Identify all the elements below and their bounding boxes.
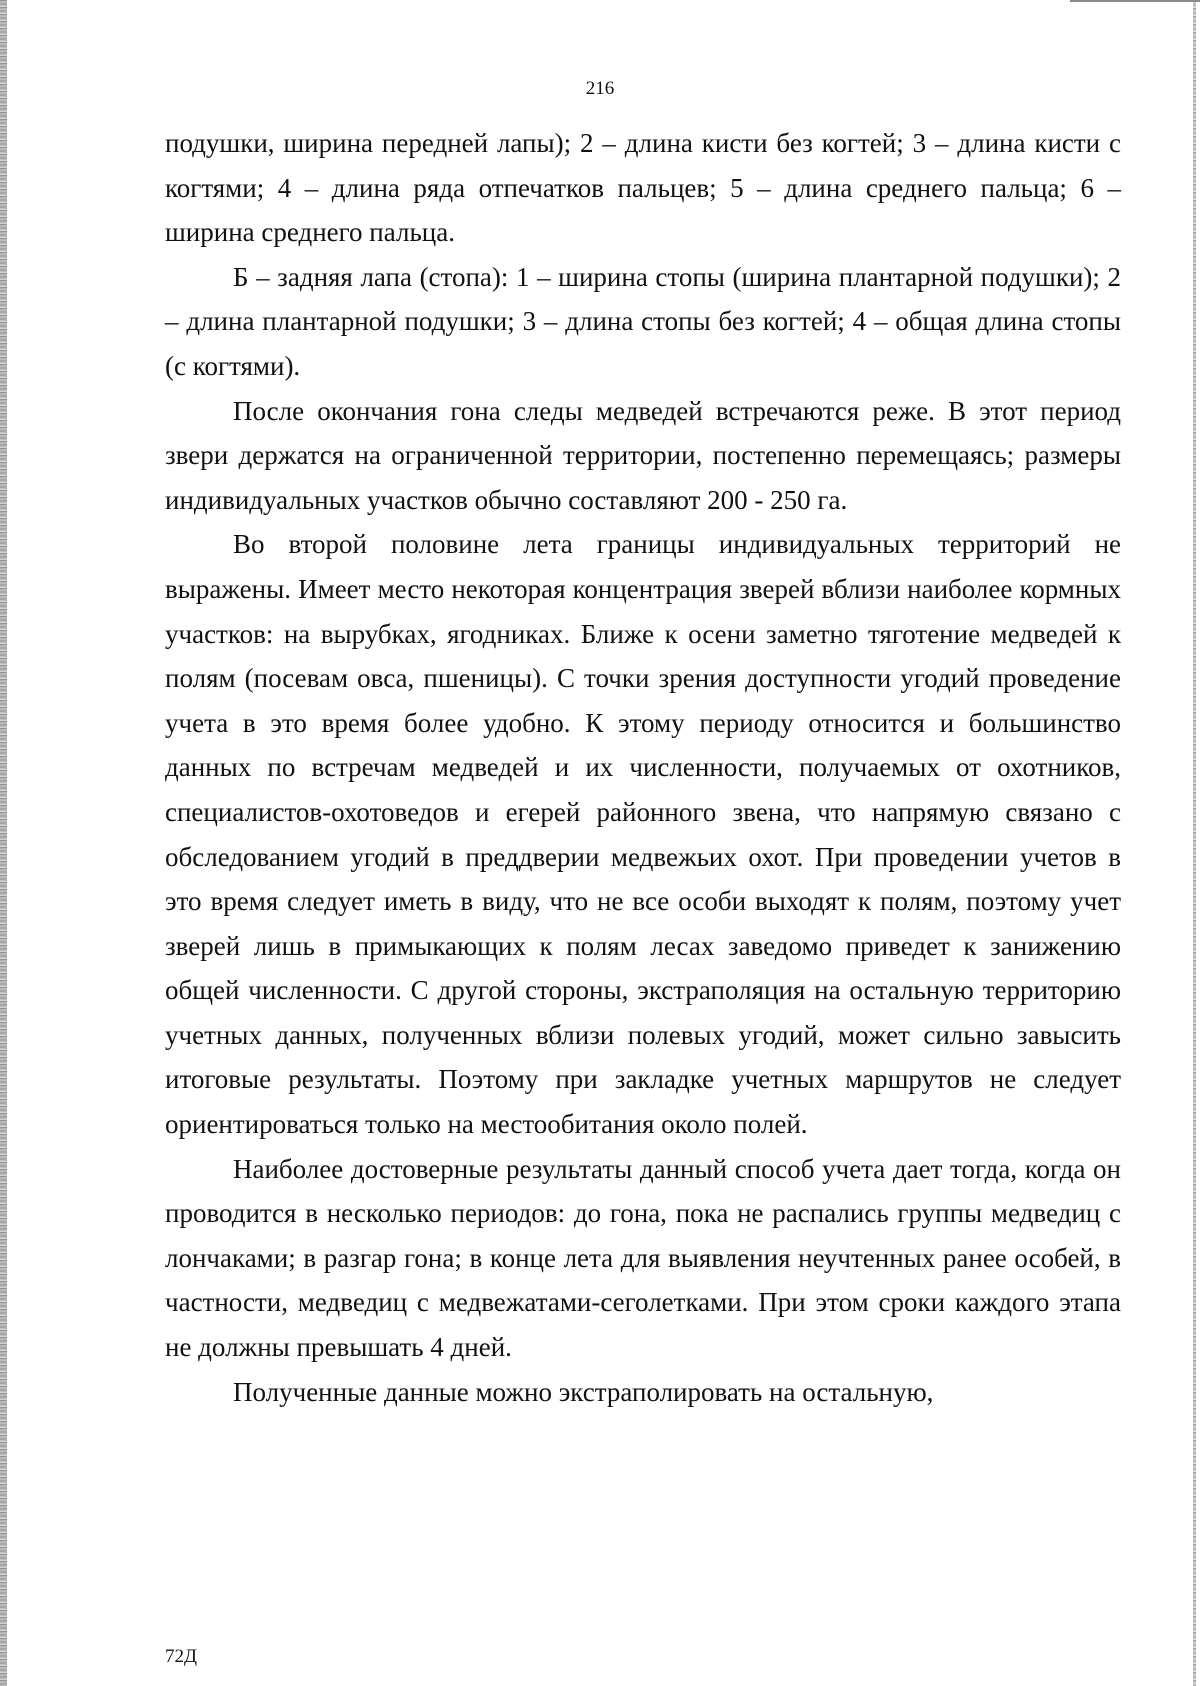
page-number: 216: [585, 78, 615, 99]
body-text: [165, 121, 1121, 1414]
scan-edge-right: [1193, 0, 1196, 1686]
paragraph-3: После окончания гона следы медведей встречаются реже. В этот период звери держатся на ограниченной территории, постепенно перемещаясь; размеры индивидуальных участков обычно составляют 200 - 250 га.: [165, 395, 1121, 515]
footer-code: 72Д: [165, 1646, 197, 1667]
paragraph-4: Во второй половине лета границы индивидуальных территорий не выражены. Имеет место некоторая концентрация зверей вблизи наиболее кормных участков: на вырубках, ягодниках. Ближе к осени заметно тяготение медведей к полям (посевам овса, пшеницы). С точки зрения доступности угодий проведение учета в это время более удобно. К этому периоду относится и большинство данных по встречам медведей и их численности, получаемых от охотников, специалистов-охотоведов и егерей районного звена, что напрямую связано с обследованием угодий в преддверии медвежьих охот. При проведении учетов в это время следует иметь в виду, что не все особи выходят к полям, поэтому учет зверей лишь в примыкающих к полям лесах заведомо приведет к занижению общей численности. С другой стороны, экстраполяция на остальную территорию учетных данных, полученных вблизи полевых угодий, может сильно завысить итоговые результаты. Поэтому при закладке учетных маршрутов не следует ориентироваться только на местообитания около полей.: [165, 529, 1121, 1140]
paragraph-2: Б – задняя лапа (стопа): 1 – ширина стопы (ширина плантарной подушки); 2 – длина плантарной подушки; 3 – длина стопы без когтей; 4 – общая длина стопы (с когтями).: [165, 261, 1121, 381]
scan-edge-left: [0, 0, 7, 1686]
paragraph-5: Наиболее достоверные результаты данный способ учета дает тогда, когда он проводится в несколько периодов: до гона, пока не распались группы медведиц с лончаками; в разгар гона; в конце лета для выявления неучтенных ранее особей, в частности, медведиц с медвежатами-сеголетками. При этом сроки каждого этапа не должны превышать 4 дней.: [165, 1153, 1121, 1363]
paragraph-1: подушки, ширина передней лапы); 2 – длина кисти без когтей; 3 – длина кисти с когтями; 4 – длина ряда отпечатков пальцев; 5 – длина среднего пальца; 6 – ширина среднего пальца.: [165, 128, 1121, 248]
paragraph-6: Полученные данные можно экстраполировать на остальную,: [233, 1376, 934, 1407]
scan-edge-top: [1070, 0, 1200, 2]
